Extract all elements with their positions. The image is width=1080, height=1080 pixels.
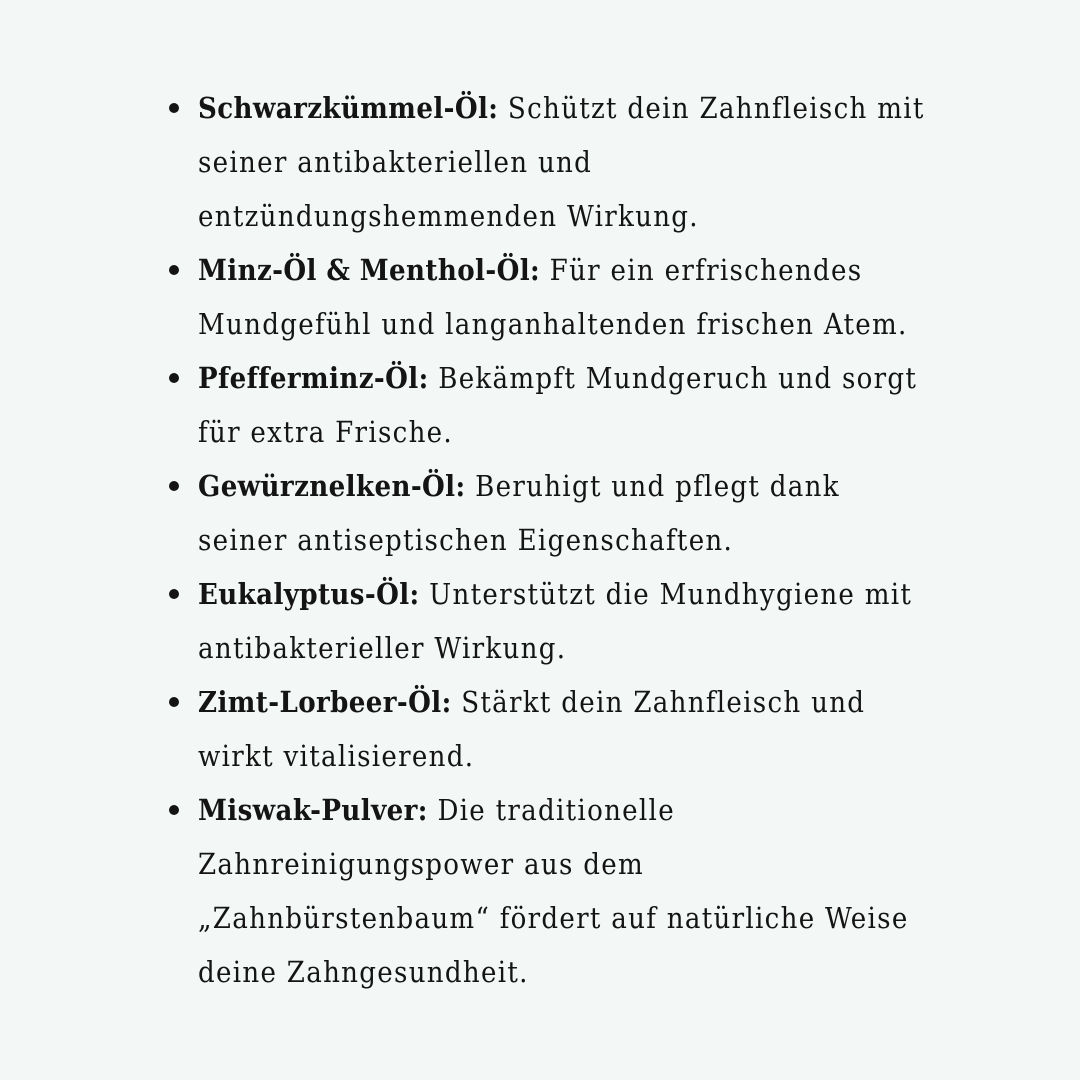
bullet-icon [169, 589, 179, 599]
list-item [168, 783, 928, 999]
ingredient-name: Gewürznelken-Öl: [198, 469, 466, 503]
bullet-icon [169, 697, 179, 707]
ingredient-description: Unterstützt die Mundhygiene mit antibakterieller Wirkung. [198, 577, 913, 665]
bullet-icon [169, 265, 179, 275]
bullet-icon [169, 805, 179, 815]
bullet-icon [169, 481, 179, 491]
ingredient-name: Pfefferminz-Öl: [198, 361, 429, 395]
ingredient-name: Zimt-Lorbeer-Öl: [198, 685, 452, 719]
ingredient-description: Bekämpft Mundgeruch und sorgt für extra Frische. [198, 361, 918, 449]
ingredient-description: Schützt dein Zahnfleisch mit seiner antibakteriellen und entzündungshemmenden Wirkung. [198, 91, 925, 233]
ingredient-description: Beruhigt und pflegt dank seiner antiseptischen Eigenschaften. [198, 469, 840, 557]
ingredient-description: Für ein erfrischendes Mundgefühl und langanhaltenden frischen Atem. [198, 253, 908, 341]
ingredient-name: Miswak-Pulver: [198, 793, 428, 827]
list-item [168, 351, 928, 459]
ingredient-name: Minz-Öl & Menthol-Öl: [198, 253, 541, 287]
list-item [168, 567, 928, 675]
bullet-icon [169, 373, 179, 383]
list-item [168, 81, 928, 243]
list-item [168, 675, 928, 783]
ingredient-name: Eukalyptus-Öl: [198, 577, 420, 611]
ingredient-list-container [168, 81, 928, 999]
list-item [168, 243, 928, 351]
ingredient-description: Die traditionelle Zahnreinigungspower aus dem „Zahnbürstenbaum“ fördert auf natürliche Weise deine Zahngesundheit. [198, 793, 909, 989]
ingredient-name: Schwarzkümmel-Öl: [198, 91, 499, 125]
list-item [168, 459, 928, 567]
bullet-icon [169, 103, 179, 113]
ingredient-list [168, 81, 928, 999]
ingredient-description: Stärkt dein Zahnfleisch und wirkt vitalisierend. [198, 685, 866, 773]
